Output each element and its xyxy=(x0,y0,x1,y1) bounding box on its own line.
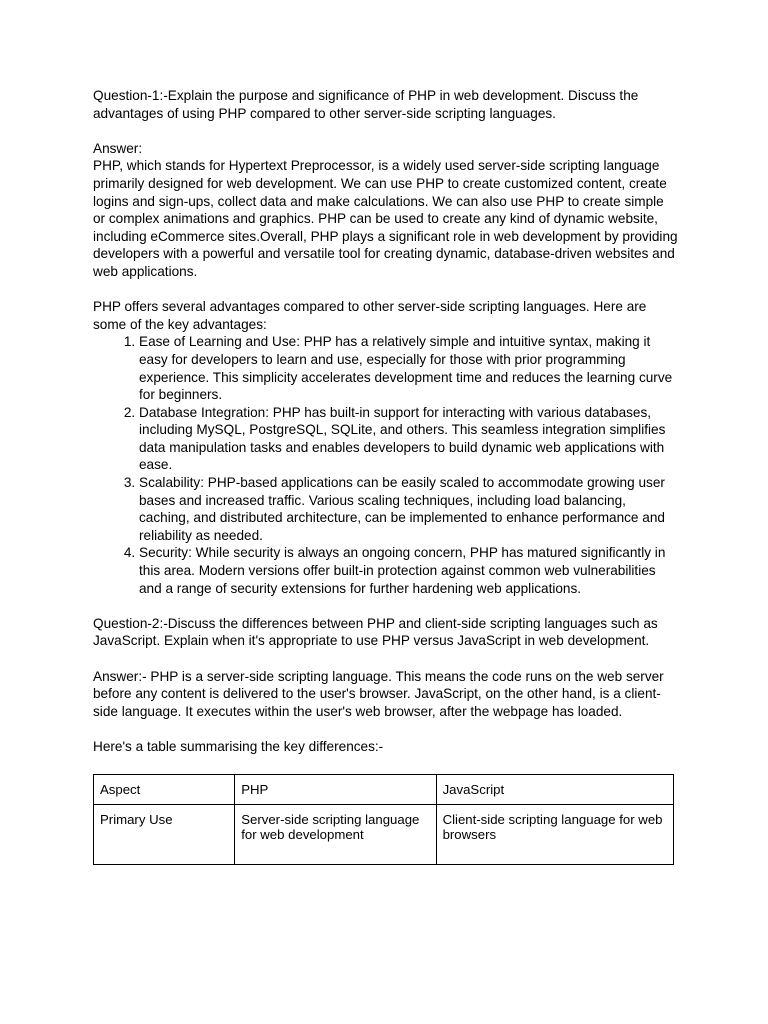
table-header-cell: Aspect xyxy=(94,774,235,804)
table-cell: Server-side scripting language for web development xyxy=(235,804,436,864)
question-2: Question-2:-Discuss the differences between PHP and client-side scripting languages such as JavaScript. Explain when it's appropriate to use PHP versus JavaScript in web development. xyxy=(93,615,658,649)
spacer xyxy=(93,650,678,668)
advantage-item: 2. Database Integration: PHP has built-in support for interacting with various databases, including MySQL, PostgreSQL, SQLite, and others. This seamless integration simplifies data manipulation tasks and enables developers to build dynamic web applications with ease. xyxy=(139,404,678,474)
question-1: Question-1:-Explain the purpose and significance of PHP in web development. Discuss the advantages of using PHP compared to other server-side scripting languages. xyxy=(93,88,639,121)
table-header-row xyxy=(94,774,674,804)
advantages-intro: PHP offers several advantages compared to other server-side scripting languages. Here are some of the key advantages: xyxy=(93,299,647,332)
document-body xyxy=(93,87,678,865)
advantage-item: 4. Security: While security is always an ongoing concern, PHP has matured significantly in this area. Modern versions offer built-in protection against common web vulnerabilities and a range of security extensions for further hardening web applications. xyxy=(139,544,678,597)
spacer xyxy=(93,597,678,615)
advantages-list xyxy=(93,333,678,597)
answer-label: Answer: xyxy=(93,140,143,156)
table-header-cell: JavaScript xyxy=(436,774,673,804)
advantage-item: 1. Ease of Learning and Use: PHP has a relatively simple and intuitive syntax, making it easy for developers to learn and use, especially for those with prior programming experience. This simplicity accelerates development time and reduces the learning curve for beginners. xyxy=(139,333,678,403)
spacer xyxy=(93,720,678,738)
table-header-cell: PHP xyxy=(235,774,436,804)
spacer xyxy=(93,281,678,299)
table-row xyxy=(94,804,674,864)
table-cell: Client-side scripting language for web browsers xyxy=(436,804,673,864)
table-intro: Here's a table summarising the key differences:- xyxy=(93,738,384,754)
spacer xyxy=(93,122,678,140)
answer-1-text: PHP, which stands for Hypertext Preprocessor, is a widely used server-side scripting language primarily designed for web development. We can use PHP to create customized content, create logins and sign-ups, collect data and make calculations. We can also use PHP to create simple or complex animations and graphics. PHP can be used to create any kind of dynamic website, including eCommerce sites.Overall, PHP plays a significant role in web development by providing developers with a powerful and versatile tool for creating dynamic, database-driven websites and web applications. xyxy=(93,158,678,279)
table-cell: Primary Use xyxy=(94,804,235,864)
advantage-item: 3. Scalability: PHP-based applications can be easily scaled to accommodate growing user bases and increased traffic. Various scaling techniques, including load balancing, caching, and distributed architecture, can be implemented to enhance performance and reliability as needed. xyxy=(139,474,678,544)
answer-2-text: Answer:- PHP is a server-side scripting language. This means the code runs on the web server before any content is delivered to the user's browser. JavaScript, on the other hand, is a client-side language. It executes within the user's web browser, after the webpage has loaded. xyxy=(93,668,664,719)
comparison-table xyxy=(93,774,674,865)
